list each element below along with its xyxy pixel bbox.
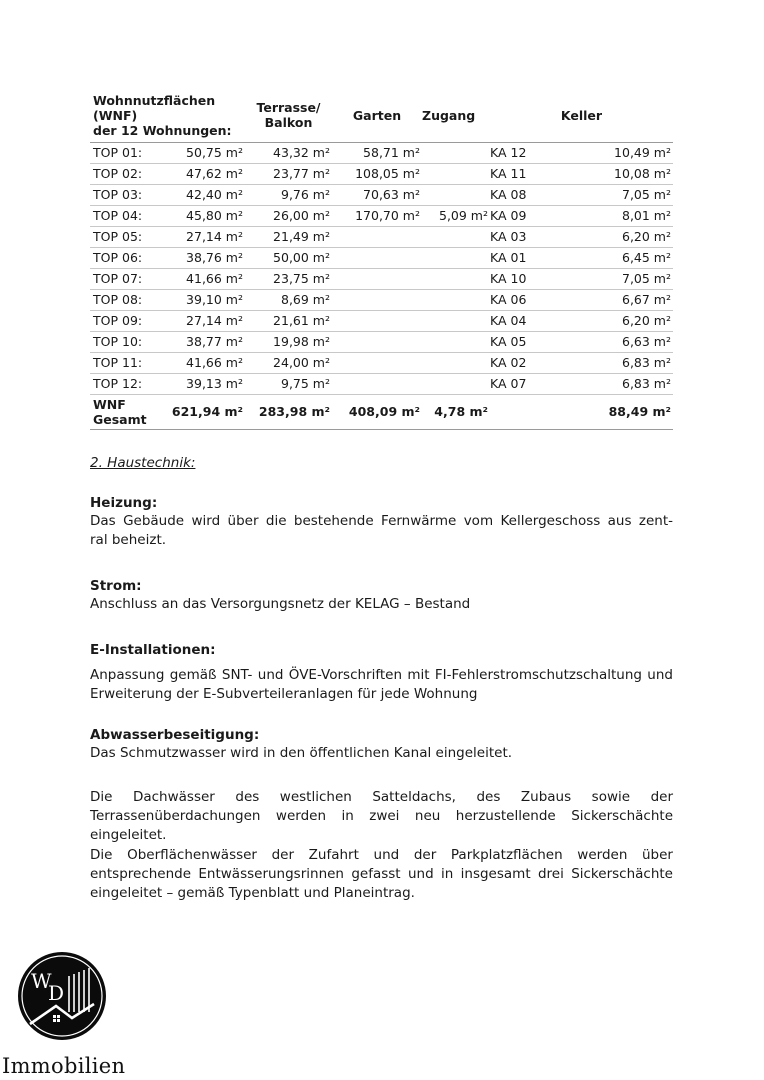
total-zugang: 4,78 m² [422,394,490,429]
row-keller-value: 6,20 m² [554,310,673,331]
row-keller-value: 7,05 m² [554,268,673,289]
table-total-row [90,394,673,429]
total-keller: 88,49 m² [554,394,673,429]
row-top-label: TOP 11: [90,352,160,373]
row-wnf-value: 45,80 m² [160,205,245,226]
row-wnf-value: 39,13 m² [160,373,245,394]
row-garten-value [332,268,422,289]
row-wnf-value: 41,66 m² [160,352,245,373]
table-row [90,247,673,268]
row-terrasse-value: 43,32 m² [245,142,332,163]
total-terrasse: 283,98 m² [245,394,332,429]
text-strom: Anschluss an das Versorgungsnetz der KELAG – Bestand [90,596,471,612]
row-wnf-value: 47,62 m² [160,163,245,184]
row-wnf-value: 27,14 m² [160,310,245,331]
row-garten-value: 170,70 m² [332,205,422,226]
row-zugang-value [422,373,490,394]
text-heizung [90,512,673,550]
row-keller-value: 6,67 m² [554,289,673,310]
row-keller-id: KA 05 [490,331,554,352]
row-zugang-value [422,247,490,268]
row-wnf-value: 39,10 m² [160,289,245,310]
row-zugang-value [422,352,490,373]
table-row [90,226,673,247]
row-garten-value [332,247,422,268]
row-keller-id: KA 11 [490,163,554,184]
row-zugang-value [422,310,490,331]
table-row [90,373,673,394]
row-wnf-value: 27,14 m² [160,226,245,247]
row-terrasse-value: 23,77 m² [245,163,332,184]
row-top-label: TOP 06: [90,247,160,268]
row-terrasse-value: 9,76 m² [245,184,332,205]
section-title-haustechnik: 2. Haustechnik: [90,455,196,471]
heading-abwasser: Abwasserbeseitigung: [90,727,260,743]
row-zugang-value [422,331,490,352]
row-garten-value [332,373,422,394]
row-terrasse-value: 19,98 m² [245,331,332,352]
area-table [90,92,673,430]
heading-heizung: Heizung: [90,495,158,511]
row-terrasse-value: 21,61 m² [245,310,332,331]
logo-letter-d: D [48,981,65,1005]
row-garten-value [332,352,422,373]
company-logo [12,950,112,1042]
text-e-installationen: Anpassung gemäß SNT- und ÖVE-Vorschriften mit FI-Fehlerstromschutzschaltung und Erweiterung der E-Subverteileranlagen für jede Wohnung [90,667,673,702]
text-abwasser: Das Schmutzwasser wird in den öffentlichen Kanal eingeleitet. [90,745,513,761]
total-ka [490,394,554,429]
row-garten-value: 108,05 m² [332,163,422,184]
table-body [90,142,673,394]
table-row [90,352,673,373]
header-terrasse: Terrasse/ Balkon [245,92,332,142]
row-keller-id: KA 10 [490,268,554,289]
row-zugang-value [422,289,490,310]
row-garten-value [332,331,422,352]
row-keller-id: KA 04 [490,310,554,331]
row-top-label: TOP 10: [90,331,160,352]
row-keller-value: 8,01 m² [554,205,673,226]
table-row [90,184,673,205]
table-row [90,205,673,226]
row-keller-id: KA 06 [490,289,554,310]
table-row [90,268,673,289]
row-wnf-value: 38,76 m² [160,247,245,268]
header-garten: Garten [332,92,422,142]
row-zugang-value [422,142,490,163]
row-garten-value: 70,63 m² [332,184,422,205]
row-terrasse-value: 50,00 m² [245,247,332,268]
header-keller: Keller [490,92,673,142]
row-keller-id: KA 01 [490,247,554,268]
row-keller-value: 10,49 m² [554,142,673,163]
row-zugang-value [422,163,490,184]
row-keller-value: 7,05 m² [554,184,673,205]
total-label: WNF Gesamt [90,394,160,429]
row-keller-id: KA 12 [490,142,554,163]
row-keller-value: 6,63 m² [554,331,673,352]
row-top-label: TOP 07: [90,268,160,289]
row-terrasse-value: 8,69 m² [245,289,332,310]
row-wnf-value: 41,66 m² [160,268,245,289]
row-top-label: TOP 04: [90,205,160,226]
text-abwasser-dachwaesser: Die Dachwässer des westlichen Satteldachs, des Zubaus sowie der Terrassenüberdachungen werden in zwei neu herzustellende Sickerschächte eingeleitet. [90,789,673,843]
text-heizung-line2: ral beheizt. [90,532,167,548]
row-keller-value: 6,83 m² [554,352,673,373]
row-top-label: TOP 01: [90,142,160,163]
row-garten-value: 58,71 m² [332,142,422,163]
row-terrasse-value: 26,00 m² [245,205,332,226]
row-zugang-value [422,268,490,289]
row-top-label: TOP 02: [90,163,160,184]
total-wnf: 621,94 m² [160,394,245,429]
row-keller-value: 10,08 m² [554,163,673,184]
text-abwasser-oberflaechen: Die Oberflächenwässer der Zufahrt und der Parkplatzflächen werden über entsprechende Entwässerungsrinnen gefasst und in insgesamt drei Sickerschächte eingeleitet – gemäß Typenblatt und Planeintrag. [90,847,673,901]
row-zugang-value [422,226,490,247]
row-wnf-value: 50,75 m² [160,142,245,163]
row-keller-id: KA 08 [490,184,554,205]
table-row [90,289,673,310]
row-wnf-value: 38,77 m² [160,331,245,352]
table-row [90,163,673,184]
row-keller-id: KA 07 [490,373,554,394]
row-terrasse-value: 21,49 m² [245,226,332,247]
row-keller-id: KA 02 [490,352,554,373]
table-row [90,331,673,352]
header-zugang: Zugang [422,92,490,142]
row-wnf-value: 42,40 m² [160,184,245,205]
table-row [90,142,673,163]
total-garten: 408,09 m² [332,394,422,429]
header-wnf: Wohnnutzflächen (WNF) der 12 Wohnungen: [90,92,245,142]
row-top-label: TOP 05: [90,226,160,247]
table-header-row [90,92,673,142]
row-terrasse-value: 24,00 m² [245,352,332,373]
row-top-label: TOP 09: [90,310,160,331]
row-keller-value: 6,45 m² [554,247,673,268]
row-garten-value [332,226,422,247]
row-top-label: TOP 08: [90,289,160,310]
row-keller-value: 6,20 m² [554,226,673,247]
row-zugang-value [422,184,490,205]
row-terrasse-value: 9,75 m² [245,373,332,394]
logo-letter-w: W [31,969,52,993]
row-keller-id: KA 09 [490,205,554,226]
heading-e-installationen: E-Installationen: [90,642,216,658]
row-terrasse-value: 23,75 m² [245,268,332,289]
row-keller-id: KA 03 [490,226,554,247]
row-garten-value [332,289,422,310]
row-keller-value: 6,83 m² [554,373,673,394]
text-heizung-line1: Das Gebäude wird über die bestehende Fernwärme vom Kellergeschoss aus zent- [90,513,673,529]
row-garten-value [332,310,422,331]
row-top-label: TOP 12: [90,373,160,394]
table-row [90,310,673,331]
logo-wordmark: Immobilien [2,1054,126,1078]
heading-strom: Strom: [90,578,142,594]
row-zugang-value: 5,09 m² [422,205,490,226]
row-top-label: TOP 03: [90,184,160,205]
